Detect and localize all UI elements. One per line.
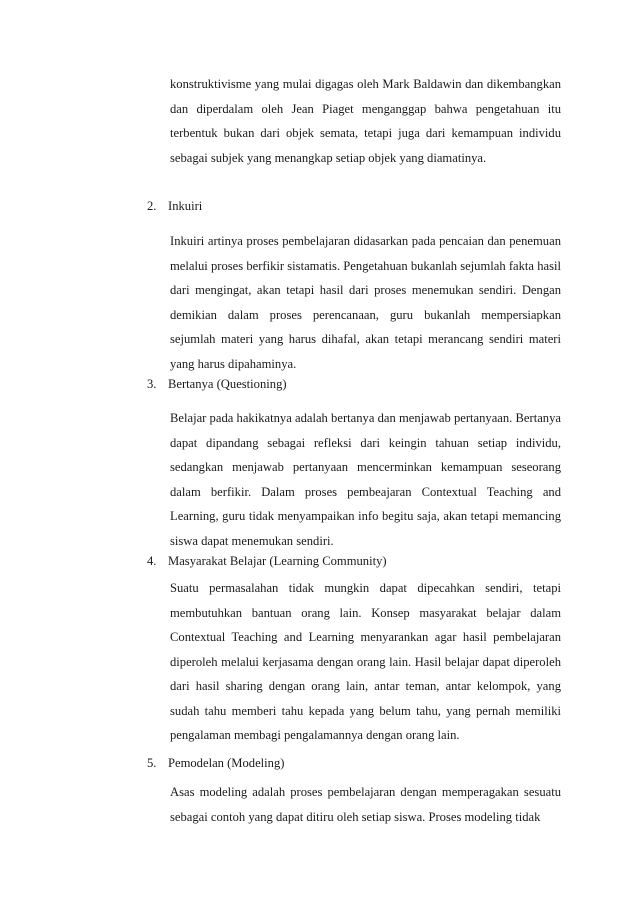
intro-paragraph: konstruktivisme yang mulai digagas oleh Mark Baldawin dan dikembangkan dan diperdalam oleh Jean Piaget menganggap bahwa pengetahuan itu terbentuk bukan dari objek semata, tetapi juga dari kemampuan individu sebagai subjek yang menangkap setiap objek yang diamatinya. xyxy=(170,77,561,165)
section-heading-masyarakat-belajar xyxy=(147,552,567,570)
section-title: Pemodelan (Modeling) xyxy=(168,756,285,770)
section-body-masyarakat-belajar: Suatu permasalahan tidak mungkin dapat dipecahkan sendiri, tetapi membutuhkan bantuan orang lain. Konsep masyarakat belajar dalam Contextual Teaching and Learning menyarankan agar hasil pembelajaran diperoleh melalui kerjasama dengan orang lain. Hasil belajar dapat diperoleh dari hasil sharing dengan orang lain, antar teman, antar kelompok, yang sudah tahu memberi tahu kepada yang belum tahu, yang pernah memiliki pengalaman membagi pengalamannya dengan orang lain. xyxy=(170,581,561,742)
section-body-bertanya: Belajar pada hakikatnya adalah bertanya dan menjawab pertanyaan. Bertanya dapat dipandang sebagai refleksi dari keingin tahuan setiap individu, sedangkan menjawab pertanyaan mencerminkan kemampuan seseorang dalam berfikir. Dalam proses pembeajaran Contextual Teaching and Learning, guru tidak menyampaikan info begitu saja, akan tetapi memancing siswa dapat menemukan sendiri. xyxy=(170,411,561,548)
section-heading-inkuiri xyxy=(147,197,567,215)
section-title: Bertanya (Questioning) xyxy=(168,377,287,391)
section-number: 3. xyxy=(147,377,157,391)
section-number: 2. xyxy=(147,199,157,213)
section-body-inkuiri: Inkuiri artinya proses pembelajaran didasarkan pada pencaian dan penemuan melalui proses berfikir sistamatis. Pengetahuan bukanlah sejumlah fakta hasil dari mengingat, akan tetapi hasil dari proses menemukan sendiri. Dengan demikian dalam proses perencanaan, guru bukanlah mempersiapkan sejumlah materi yang harus dihafal, akan tetapi merancang sendiri materi yang harus dipahaminya. xyxy=(170,234,561,371)
section-title: Masyarakat Belajar (Learning Community) xyxy=(168,554,387,568)
section-number: 4. xyxy=(147,554,157,568)
section-body-pemodelan: Asas modeling adalah proses pembelajaran dengan memperagakan sesuatu sebagai contoh yang dapat ditiru oleh setiap siswa. Proses modeling tidak xyxy=(170,785,561,824)
section-title: Inkuiri xyxy=(168,199,203,213)
section-heading-pemodelan xyxy=(147,754,567,772)
section-heading-bertanya xyxy=(147,375,567,393)
section-number: 5. xyxy=(147,756,157,770)
